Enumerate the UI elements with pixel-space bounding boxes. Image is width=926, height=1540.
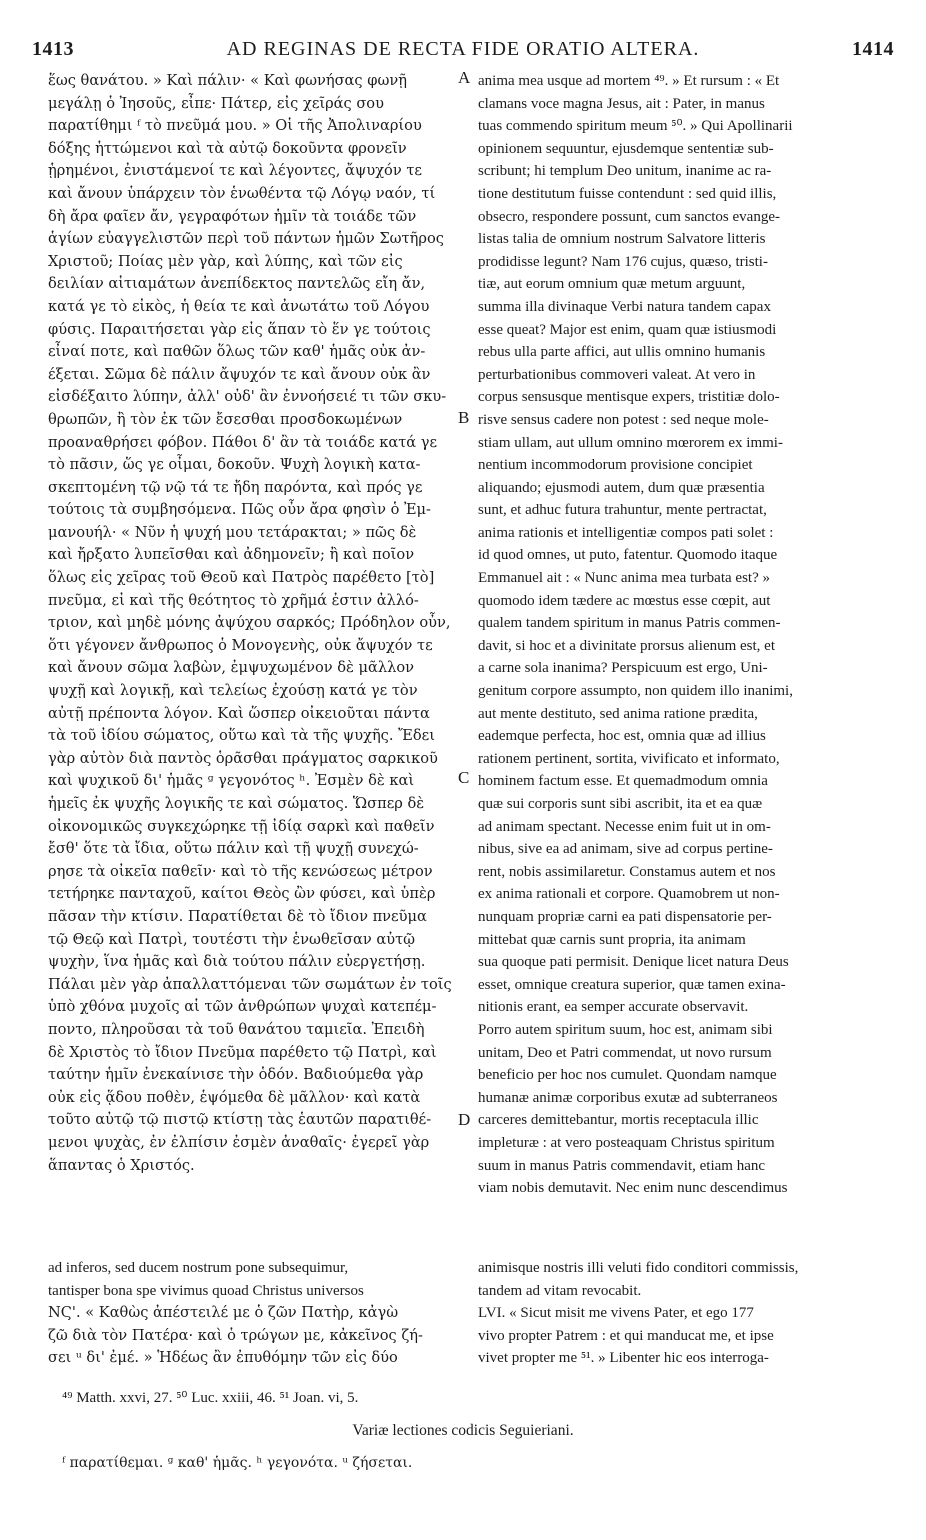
latin-text-line: esse queat? Major est enim, quam quæ istiusmodi [478,321,777,338]
latin-text-line: davit, si hoc et a divinitate prorsus alienum est, et [478,637,776,654]
greek-text-line: οὐκ εἰς ᾅδου ποθὲν, ἑψόμεθα δὲ μᾶλλον· καὶ κατὰ [48,1088,421,1106]
greek-text-line: παρατίθημι ᶠ τὸ πνεῦμά μου. » Οἱ τῆς Ἀπολιναρίου [48,117,422,135]
latin-text-line: aut mente destituto, sed anima ratione prædita, [478,705,758,722]
greek-text-line: φύσις. Παραιτήσεται γὰρ εἰς ἅπαν τὸ ἕν γε τούτοις [48,320,431,338]
latin-text-line: Emmanuel ait : « Nunc anima mea turbata est? » [478,570,770,587]
greek-text-line: ταύτην ἡμῖν ἐνεκαίνισε τὴν ὁδόν. Βαδιούμεθα γὰρ [48,1066,424,1084]
greek-text-line: καὶ ἤρξατο λυπεῖσθαι καὶ ἀδημονεῖν; ἢ καὶ ποῖον [48,546,415,564]
latin-text-line: prodidisse legunt? Nam 176 cujus, quæso, tristi- [478,253,768,270]
latin-text-line: obsecro, respondere possunt, cum sanctos evange- [478,208,780,225]
margin-marker-d: D [458,1110,471,1129]
greek-text-line: ᾑρημένοι, ἐνιστάμενοί τε καὶ λέγοντες, ἄψυχόν τε [48,162,422,180]
greek-text-line: αὐτῇ πρέποντα λόγον. Καὶ ὥσπερ οἰκειοῦται πάντα [48,704,430,722]
greek-text-line: καὶ ψυχικοῦ δι' ἡμᾶς ᵍ γεγονότος ʰ. Ἐσμὲν δὲ καὶ [48,772,415,790]
latin-text-line: LVI. « Sicut misit me vivens Pater, et ego 177 [478,1305,754,1321]
greek-text-line: καὶ ἄνουν σῶμα λαβὼν, ἐμψυχωμένον δὲ μᾶλλον [48,659,415,677]
latin-text-line: nunquam propriæ carni ea pati dispensatorie per- [478,908,772,925]
greek-text-line: τὰ τοῦ ἰδίου σώματος, οὕτω καὶ τὰ τῆς ψυχῆς. Ἔδει [48,727,435,745]
latin-text-line: vivet propter me ⁵¹. » Libenter hic eos interroga- [478,1350,769,1367]
latin-text-line: aliquando; ejusmodi autem, dum quæ præsentia [478,479,765,496]
latin-text-line: impleturæ : at vero posteaquam Christus spiritum [478,1134,775,1151]
latin-text-line: unitam, Deo et Patri commendat, ut novo rursum [478,1044,772,1061]
variae-lectiones-title: Variæ lectiones codicis Seguieriani. [352,1422,574,1439]
running-title: AD REGINAS DE RECTA FIDE ORATIO ALTERA. [226,37,700,60]
greek-text-line: ὅτι γέγονεν ἄνθρωπος ὁ Μονογενὴς, οὐκ ἄψυχόν τε [48,636,433,654]
greek-column [48,70,460,1177]
latin-text-line: clamans voce magna Jesus, ait : Pater, in manus [478,95,765,112]
greek-text-line: δόξης ἡττώμενοι καὶ τὰ αὐτῷ δοκοῦντα φρονεῖν [48,139,407,157]
page-number-left: 1413 [32,37,74,60]
latin-text-line: suum in manus Patris commendavit, etiam hanc [478,1157,766,1174]
greek-text-line: ΝϚ'. « Καθὼς ἀπέστειλέ με ὁ ζῶν Πατὴρ, κἀγὼ [48,1304,399,1321]
latin-text-line: carceres demittebantur, mortis receptacula illic [478,1112,759,1129]
greek-text-line: ἁγίων εὐαγγελιστῶν περὶ τοῦ πάντων ἡμῶν Σωτῆρος [48,230,444,248]
greek-text-line: τετήρηκε πανταχοῦ, καίτοι Θεὸς ὢν φύσει, καὶ ὑπὲρ [48,885,436,903]
greek-text-line: πᾶσαν τὴν κτίσιν. Παρατίθεται δὲ τὸ ἴδιον πνεῦμα [48,907,427,925]
greek-text-line: γὰρ αὐτὸν διὰ παντὸς ὁρᾶσθαι πράγματος σαρκικοῦ [48,749,438,767]
greek-text-line: καὶ ἄνουν ὑπάρχειν τὸν ἑνωθέντα τῷ Λόγῳ ναόν, τί [48,184,436,202]
latin-text-line: hominem factum esse. Et quemadmodum omnia [478,773,768,790]
greek-text-line: ὑπὸ χθόνα μυχοῖς αἱ τῶν ἀνθρώπων ψυχαὶ κατεπέμ- [48,998,437,1016]
greek-text-line: προαναθρήσει φόβον. Πάθοι δ' ἂν τὰ τοιάδε κατά γε [48,433,438,451]
latin-text-line: humanæ animæ corporibus exutæ ad subterraneos [478,1089,778,1106]
greek-text-line: εἰσδέξαιτο λύπην, ἀλλ' οὐδ' ἂν ἐννοήσειέ τι τῶν σκυ- [48,388,447,406]
margin-marker-c: C [458,768,470,787]
greek-text-line: έξεται. Σῶμα δὲ πάλιν ἄψυχόν τε καὶ ἄνουν οὐκ ἂν [48,365,431,383]
latin-text-line: nibus, sive ea ad animam, sive ad corpus pertine- [478,841,773,858]
latin-text-line: genitum corpore assumpto, non quidem illo inanimi, [478,683,793,700]
latin-text-line: sunt, et adhuc futura trahuntur, mente pertractat, [478,502,767,519]
latin-text-line: mittebat quæ carnis sunt propria, ita animam [478,931,746,948]
greek-text-line: τοῦτο αὐτῷ τῷ πιστῷ κτίστῃ τὰς ἑαυτῶν παρατιθέ- [48,1111,432,1129]
greek-text-line: ποντο, πληροῦσαι τὰ τοῦ θανάτου ταμιεῖα. Ἐπειδὴ [48,1020,425,1038]
margin-marker-b: B [458,408,470,427]
margin-marker-a: A [458,68,471,87]
latin-text-line: vivo propter Patrem : et qui manducat me, et ipse [478,1327,774,1344]
greek-text-line: σκεπτομένη τῷ νῷ τά τε ἤδη παρόντα, καὶ πρός γε [48,478,423,496]
greek-text-line: μανουήλ· « Νῦν ἡ ψυχή μου τετάρακται; » πῶς δὲ [48,523,417,541]
latin-text-line: tuas commendo spiritum meum ⁵⁰. » Qui Apollinarii [478,118,793,135]
latin-text-line: ex anima rationali et corpore. Quamobrem ut non- [478,886,780,903]
latin-text-line: a carne sola inanima? Perspicuum est ergo, Uni- [478,660,768,677]
latin-text-line: qualem tandem spiritum in manus Patris commen- [478,615,781,632]
latin-text-line: anima rationis et intelligentiæ compos pati solet : [478,524,774,541]
greek-text-line: ὅλως εἰς χεῖρας τοῦ Θεοῦ καὶ Πατρὸς παρέθετο [τὸ] [48,569,435,587]
footnotes: ⁴⁹ Matth. xxvi, 27. ⁵⁰ Luc. xxiii, 46. ⁵¹ Joan. vi, 5. [62,1390,359,1406]
page-header [32,36,894,62]
greek-text-line: δὲ Χριστὸς τὸ ἴδιον Πνεῦμα παρέθετο τῷ Πατρὶ, καὶ [48,1043,437,1061]
latin-text-line: listas talia de omnium nostrum Salvatore litteris [478,231,766,248]
greek-text-line: θρωπῶν, ἢ τὸν ἐκ τῶν ἔσεσθαι προσδοκωμένων [48,410,403,428]
latin-text-line: rent, nobis assimilaretur. Constamus autem et nos [478,863,776,880]
greek-text-line: οἰκονομικῶς συγκεχώρηκε τῇ ἰδίᾳ σαρκὶ καὶ παθεῖν [48,817,435,835]
latin-text-line: corpus sensusque mentisque expers, tristitiæ dolo- [478,389,780,406]
latin-text-line: sua quoque pati permisit. Denique licet natura Deus [478,954,789,971]
latin-text-line: perturbationibus commoveri valeat. At vero in [478,366,756,383]
latin-text-line: quomodo idem tædere ac mœstus esse cœpit, aut [478,592,771,609]
page-number-right: 1414 [852,37,894,60]
greek-text-line: ἕως θανάτου. » Καὶ πάλιν· « Καὶ φωνήσας φωνῇ [48,72,407,89]
latin-text-line: quæ sui corporis sunt sibi ascribit, ita et ea quæ [478,796,763,812]
greek-text-line: τριον, καὶ μηδὲ μόνης ἀψύχου σαρκός; Πρόδηλον οὖν, [48,614,451,632]
section-latin [478,1302,898,1370]
greek-text-line: ζῶ διὰ τὸν Πατέρα· καὶ ὁ τρώγων με, κἀκεῖνος ζή- [48,1326,423,1344]
greek-text-line: ἡμεῖς ἐκ ψυχῆς λογικῆς τε καὶ σώματος. Ὥσπερ δὲ [48,795,425,812]
greek-text-line: κατά γε τὸ εἰκὸς, ἡ θεία τε καὶ ἀνωτάτω τοῦ Λόγου [48,297,430,315]
greek-text-line: ἔσθ' ὅτε τὰ ἴδια, οὕτω πάλιν καὶ τῇ ψυχῇ συνεχώ- [48,840,419,858]
greek-text-line: σει ᵘ δι' ἐμέ. » Ἡδέως ἂν ἐπυθόμην τῶν εἰς δύο [48,1349,398,1367]
latin-text-line: tantisper bona spe vivimus quoad Christus universos [48,1282,364,1299]
bottom-latin-right [478,1257,898,1302]
greek-text-line: τὸ πᾶσιν, ὥς γε οἶμαι, δοκοῦν. Ψυχὴ λογικὴ κατα- [48,456,421,474]
latin-text-line: nentium incommodorum provisione concipiet [478,457,753,474]
bottom-latin-left [48,1257,468,1302]
latin-text-line: risve sensus cadere non potest : sed neque mole- [478,411,769,428]
greek-text-line: ψυχὴν, ἵνα ἡμᾶς καὶ διὰ τούτου πάλιν εὐεργετήσῃ. [48,953,426,971]
latin-text-line: ad inferos, sed ducem nostrum pone subsequimur, [48,1260,349,1276]
latin-text-line: nitionis erant, ea semper accurate observavit. [478,999,749,1016]
latin-text-line: beneficio per hoc nos cumulet. Quondam namque [478,1067,777,1084]
latin-text-line: rationem pertinent, sortita, vivificato et informato, [478,750,780,767]
greek-text-line: πνεῦμα, εἰ καὶ τῆς θεότητος τὸ χρῆμά ἐστιν ἀλλό- [48,591,419,609]
latin-text-line: opinionem sequuntur, ejusdemque sententiæ sub- [478,140,774,157]
latin-text-line: tione destitutum fuisse contendunt : sed quid illis, [478,185,777,202]
latin-text-line: Porro autem spiritum suum, hoc est, animam sibi [478,1021,773,1038]
greek-text-line: μεγάλῃ ὁ Ἰησοῦς, εἶπε· Πάτερ, εἰς χεῖράς σου [48,94,384,112]
latin-text-line: eademque perfecta, hoc est, omnia quæ ad illius [478,728,766,745]
latin-column [478,70,898,1200]
latin-text-line: stiam ullam, aut ullum omnino mœrorem ex immi- [478,434,783,451]
greek-text-line: ψυχῇ καὶ λογικῇ, καὶ τελείως ἐχούσῃ κατά γε τὸν [48,682,418,700]
section-greek [48,1302,460,1370]
greek-text-line: τούτοις τὰ συμβησόμενα. Πῶς οὖν ἄρα φησὶν ὁ Ἐμ- [48,501,431,519]
greek-text-line: δειλίαν αἰτιαμάτων ἀνεπίδεκτος παντελῶς εἴη ἄν, [48,275,426,293]
greek-text-line: μενοι ψυχὰς, ἐν ἐλπίσιν ἐσμὲν ἀναθαῖς· ἐγερεῖ γὰρ [48,1133,430,1151]
greek-text-line: ρησε τὰ οἰκεῖα παθεῖν· καὶ τὸ τῆς κενώσεως μέτρον [48,862,433,880]
latin-text-line: tiæ, aut eorum omnium quæ metum arguunt, [478,276,746,293]
latin-text-line: rebus ulla parte affici, aut ullis omnino humanis [478,344,766,361]
latin-text-line: ad animam spectant. Necesse enim fuit ut in om- [478,818,771,835]
latin-text-line: summa illa divinaque Verbi natura tandem capax [478,298,771,315]
greek-text-line: δὴ ἄρα φαῖεν ἄν, γεγραφότων ἡμῖν τὰ τοιάδε τῶν [48,207,417,225]
greek-text-line: Χριστοῦ; Ποίας μὲν γὰρ, καὶ λύπης, καὶ τῶν εἰς [48,252,403,270]
greek-text-line: Πάλαι μὲν γὰρ ἀπαλλαττόμεναι τῶν σωμάτων ἐν τοῖς [48,975,452,993]
greek-text-line: εἶναί ποτε, καὶ παθῶν ὅλως τῶν καθ' ἡμᾶς οὐκ ἀν- [48,343,426,361]
latin-text-line: animisque nostris illi veluti fido conditori commissis, [478,1260,799,1276]
greek-text-line: τῷ Θεῷ καὶ Πατρὶ, τουτέστι τὴν ἑνωθεῖσαν αὐτῷ [48,930,416,948]
latin-text-line: scribunt; hi templum Deo unitum, inanime ac ra- [478,163,772,180]
latin-text-line: anima mea usque ad mortem ⁴⁹. » Et rursum : « Et [478,73,780,89]
latin-text-line: tandem ad vitam revocabit. [478,1282,642,1299]
variant-readings: ᶠ παρατίθεμαι. ᵍ καθ' ἡμᾶς. ʰ γεγονότα. ᵘ ζήσεται. [62,1455,413,1471]
latin-text-line: viam nobis demutavit. Nec enim nunc descendimus [478,1180,788,1197]
latin-text-line: esset, omnique creatura superior, quæ tamen exina- [478,976,786,993]
greek-text-line: ἅπαντας ὁ Χριστός. [48,1156,195,1174]
latin-text-line: id quod omnes, ut puto, fatentur. Quomodo itaque [478,547,778,564]
